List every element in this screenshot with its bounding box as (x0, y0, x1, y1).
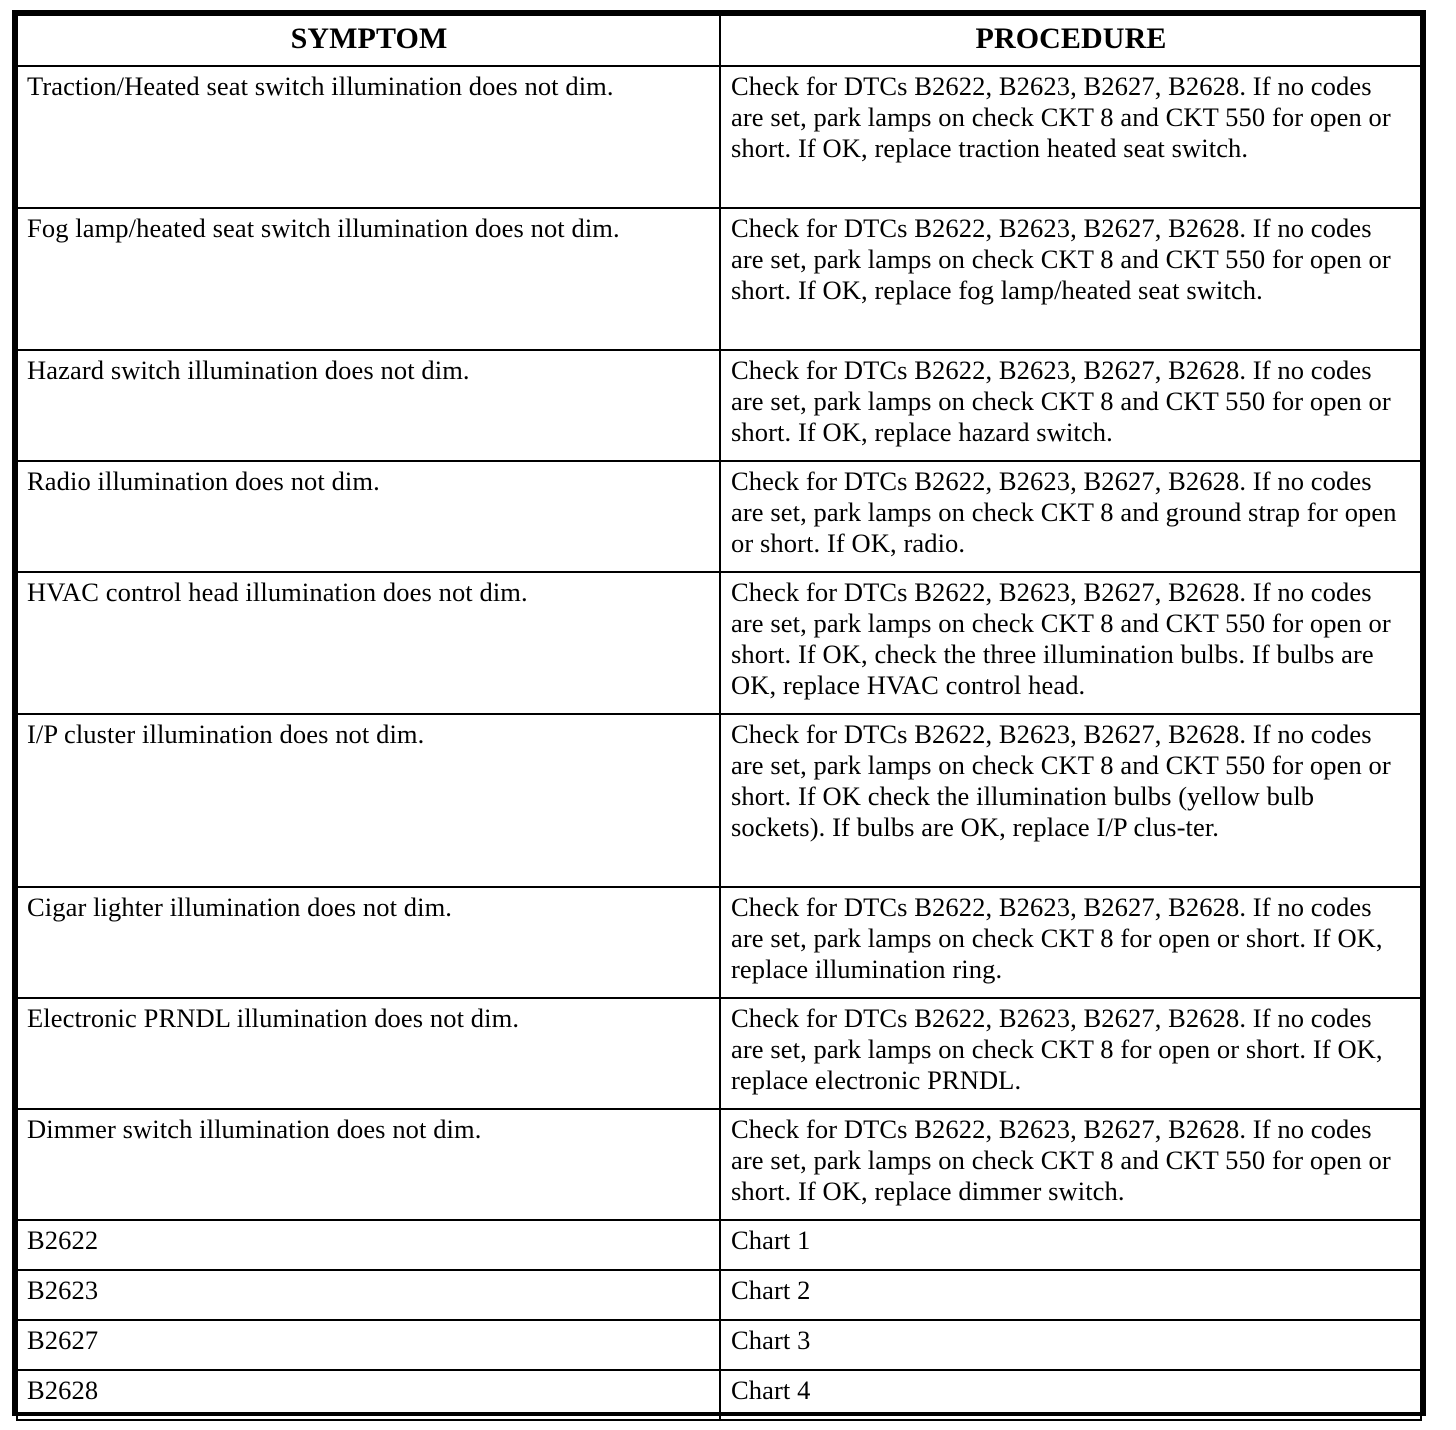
procedure-cell: Chart 2 (720, 1270, 1421, 1320)
symptom-cell: Hazard switch illumination does not dim. (17, 350, 720, 461)
table-row (17, 66, 1421, 208)
table-row (17, 1270, 1421, 1320)
symptom-cell: B2628 (17, 1370, 720, 1420)
symptom-cell: Radio illumination does not dim. (17, 461, 720, 572)
procedure-cell: Check for DTCs B2622, B2623, B2627, B2628. If no codes are set, park lamps on check CKT 8 for open or short. If OK, replace electronic PRNDL. (720, 998, 1421, 1109)
symptom-cell: Fog lamp/heated seat switch illumination does not dim. (17, 208, 720, 350)
table-row (17, 998, 1421, 1109)
symptom-procedure-table-frame (12, 10, 1426, 1416)
table-row (17, 572, 1421, 714)
procedure-cell: Chart 3 (720, 1320, 1421, 1370)
procedure-cell: Check for DTCs B2622, B2623, B2627, B2628. If no codes are set, park lamps on check CKT 8 and CKT 550 for open or short. If OK, check the three illumination bulbs. If bulbs are OK, replace HVAC control head. (720, 572, 1421, 714)
symptom-cell: I/P cluster illumination does not dim. (17, 714, 720, 887)
table-row (17, 1370, 1421, 1420)
table-row (17, 350, 1421, 461)
column-header-procedure: PROCEDURE (720, 15, 1421, 66)
symptom-cell: Dimmer switch illumination does not dim. (17, 1109, 720, 1220)
table-row (17, 1109, 1421, 1220)
table-header-row (17, 15, 1421, 66)
table-row (17, 1220, 1421, 1270)
procedure-cell: Check for DTCs B2622, B2623, B2627, B2628. If no codes are set, park lamps on check CKT 8 for open or short. If OK, replace illumination ring. (720, 887, 1421, 998)
symptom-cell: B2622 (17, 1220, 720, 1270)
procedure-cell: Check for DTCs B2622, B2623, B2627, B2628. If no codes are set, park lamps on check CKT 8 and CKT 550 for open or short. If OK, replace traction heated seat switch. (720, 66, 1421, 208)
procedure-cell: Check for DTCs B2622, B2623, B2627, B2628. If no codes are set, park lamps on check CKT 8 and CKT 550 for open or short. If OK check the illumination bulbs (yellow bulb sockets). If bulbs are OK, replace I/P clus-ter. (720, 714, 1421, 887)
column-header-symptom: SYMPTOM (17, 15, 720, 66)
procedure-cell: Check for DTCs B2622, B2623, B2627, B2628. If no codes are set, park lamps on check CKT 8 and CKT 550 for open or short. If OK, replace fog lamp/heated seat switch. (720, 208, 1421, 350)
symptom-cell: Cigar lighter illumination does not dim. (17, 887, 720, 998)
procedure-cell: Check for DTCs B2622, B2623, B2627, B2628. If no codes are set, park lamps on check CKT 8 and ground strap for open or short. If OK, radio. (720, 461, 1421, 572)
procedure-cell: Chart 4 (720, 1370, 1421, 1420)
table-row (17, 714, 1421, 887)
table-row (17, 887, 1421, 998)
symptom-cell: Traction/Heated seat switch illumination does not dim. (17, 66, 720, 208)
table-row (17, 1320, 1421, 1370)
table-row (17, 461, 1421, 572)
symptom-procedure-table (16, 14, 1422, 1421)
symptom-cell: B2623 (17, 1270, 720, 1320)
procedure-cell: Check for DTCs B2622, B2623, B2627, B2628. If no codes are set, park lamps on check CKT 8 and CKT 550 for open or short. If OK, replace hazard switch. (720, 350, 1421, 461)
symptom-cell: B2627 (17, 1320, 720, 1370)
procedure-cell: Chart 1 (720, 1220, 1421, 1270)
symptom-cell: HVAC control head illumination does not dim. (17, 572, 720, 714)
symptom-cell: Electronic PRNDL illumination does not dim. (17, 998, 720, 1109)
table-row (17, 208, 1421, 350)
procedure-cell: Check for DTCs B2622, B2623, B2627, B2628. If no codes are set, park lamps on check CKT 8 and CKT 550 for open or short. If OK, replace dimmer switch. (720, 1109, 1421, 1220)
